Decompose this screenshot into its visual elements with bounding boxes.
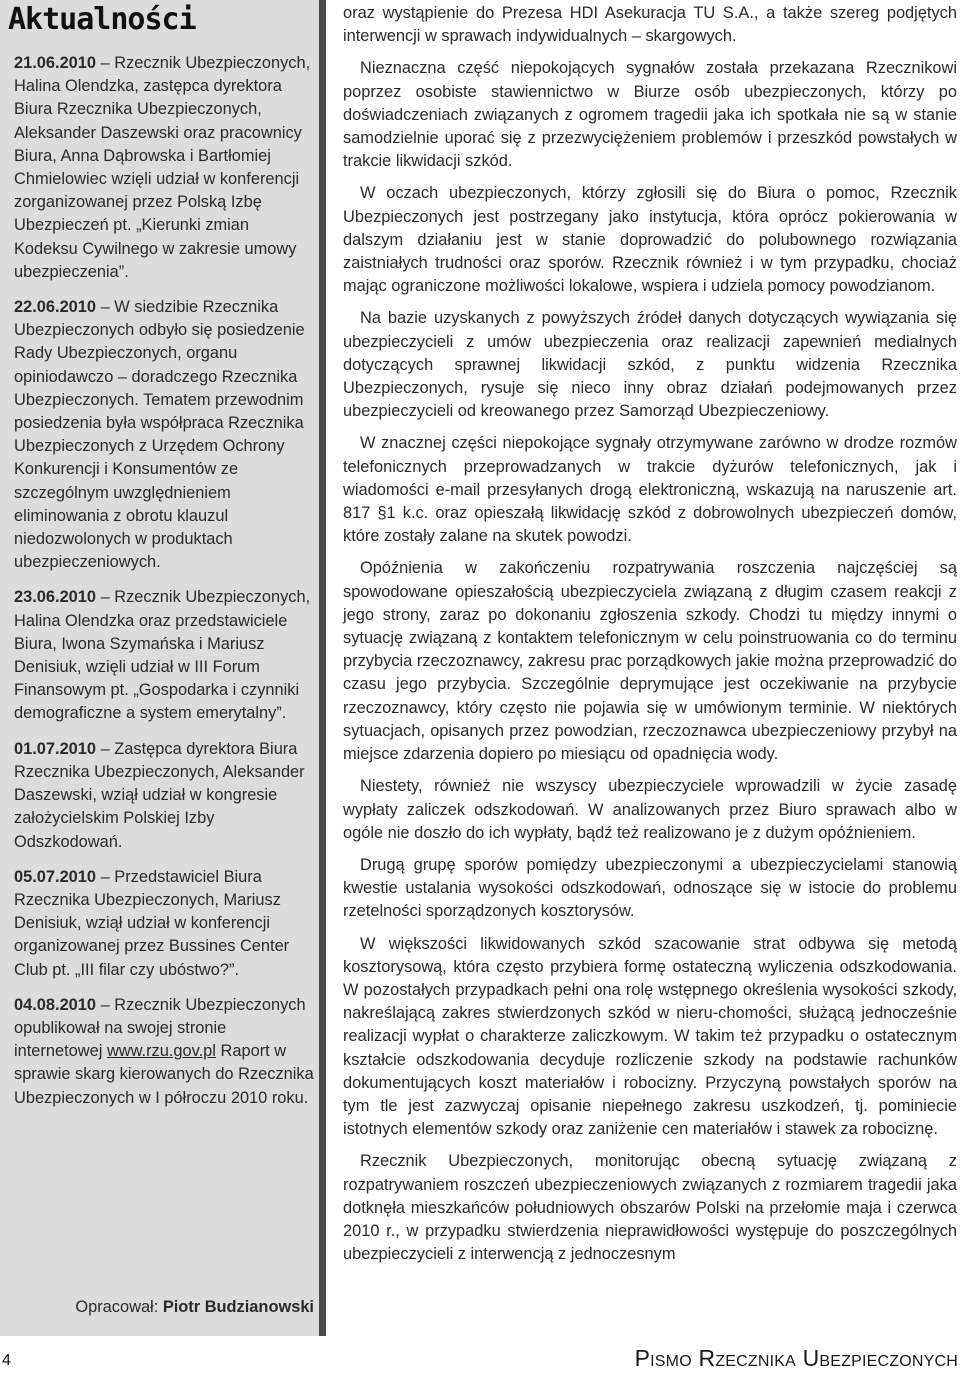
- news-text: – Rzecznik Ubezpieczonych, Halina Olendzka oraz przedstawiciele Biura, Iwona Szymańska i Mariusz Denisiuk, wzięli udział w III Forum Finansowym pt. „Gospodarka i czynniki demograficzne a system emerytalny”.: [14, 588, 311, 723]
- news-text: – Zastępca dyrektora Biura Rzecznika Ubezpieczonych, Aleksander Daszewski, wziął udział w kongresie założycielskim Polskiej Izby Odszkodowań.: [14, 739, 305, 851]
- news-date: 23.06.2010: [14, 588, 97, 607]
- article-body: [343, 2, 957, 1275]
- news-item: [14, 994, 314, 1110]
- news-date: 04.08.2010: [14, 995, 97, 1014]
- article-paragraph: Drugą grupę sporów pomiędzy ubezpieczonymi a ubezpieczycielami stanowią kwestie ustalania wysokości odszkodowań, odnoszące się w istocie do problemu rzetelności sporządzonych kosztorysów.: [343, 855, 957, 921]
- article-paragraph: W znacznej części niepokojące sygnały otrzymywane zarówno w drodze rozmów telefonicznych przeprowadzanych w trakcie dyżurów telefonicznych, jak i wiadomości e-mail przesyłanych drogą elektroniczną, wskazują na naruszenie art. 817 §1 k.c. oraz opieszałą likwidację szkód z dobrowolnych ubezpieczeń domów, które zostały zalane na skutek powodzi.: [343, 434, 957, 546]
- news-text: Raport w sprawie skarg kierowanych do Rzecznika Ubezpieczonych w I półroczu 2010 roku.: [14, 1042, 314, 1107]
- news-item: [14, 866, 314, 982]
- article-paragraph: Niestety, również nie wszyscy ubezpieczyciele wprowadzili w życie zasadę wypłaty zaliczek odszkodowań. W analizowanych przez Biuro sprawach albo w ogóle nie doszło do ich wypłaty, bądź też realizowano je z dużym opóźnieniem.: [343, 777, 957, 842]
- article-paragraph: W większości likwidowanych szkód szacowanie strat odbywa się metodą kosztorysową, która często przybiera formę ostateczną wyliczenia odszkodowania. W pozostałych przypadkach pełni ona rolę wstępnego określenia wysokości szkody, nakreślającą zakres stwierdzonych szkód w nieru-chomości, służącą jednocześnie realizacji wypłat o charakterze zaliczkowym. W takim też przypadku o ostatecznym kształcie odszkodowania decyduje rozliczenie szkody na podstawie rachunków dokumentujących koszt materiałów i robocizny. Przyczyną powstałych sporów na tym tle jest zazwyczaj opisanie niepełnego zakresu uszkodzeń, tj. pominiecie istotnych elementów szkody oraz zaniżenie cen materiałów i stawek za robociznę.: [343, 934, 957, 1139]
- news-item: [14, 738, 314, 854]
- news-date: 22.06.2010: [14, 298, 97, 317]
- article-paragraph: Nieznaczna część niepokojących sygnałów została przekazana Rzecznikowi poprzez osobiste stawiennictwo w Biurze osób ubezpieczonych, którzy po doświadczeniach związanych z ogromem tragedii jaka ich spotkała nie są w stanie samodzielnie uporać się z przezwyciężeniem problemów i przeszkód powstałych w trakcie likwidacji szkód.: [343, 59, 957, 171]
- news-date: 01.07.2010: [14, 739, 97, 758]
- author-label: Opracował:: [75, 1298, 163, 1316]
- news-date: 05.07.2010: [14, 867, 97, 886]
- news-date: 21.06.2010: [14, 54, 97, 72]
- article-paragraph: W oczach ubezpieczonych, którzy zgłosili się do Biura o pomoc, Rzecznik Ubezpieczonych jest postrzegany jako instytucja, która oprócz pokierowania w dalszym działaniu jest w stanie doprowadzić do polubownego rozwiązania zaistniałych trudności oraz sporów. Rzecznik również i w tym przypadku, chociaż mając ograniczone możliwości lokalowe, wspiera i udziela pomocy powodzianom.: [343, 184, 957, 296]
- author-credit: [14, 1298, 314, 1317]
- website-link[interactable]: www.rzu.gov.pl: [106, 1042, 216, 1061]
- news-text: – W siedzibie Rzecznika Ubezpieczonych odbyło się posiedzenie Rady Ubezpieczonych, organu opiniodawczo – doradczego Rzecznika Ubezpieczonych. Tematem przewodnim posiedzenia była współpraca Rzecznika Ubezpieczonych z Urzędem Ochrony Konkurencji i Konsumentów ze szczególnym uwzględnieniem eliminowania z obrotu klauzul niedozwolonych w produktach ubezpieczeniowych.: [14, 298, 305, 572]
- article-paragraph: oraz wystąpienie do Prezesa HDI Asekuracja TU S.A., a także szereg podjętych interwencji w sprawach indywidualnych – skargowych.: [343, 4, 957, 46]
- sidebar-divider: [319, 0, 326, 1336]
- news-text: – Przedstawiciel Biura Rzecznika Ubezpieczonych, Mariusz Denisiuk, wziął udział w konferencji organizowanej przez Bussines Center Club pt. „III filar czy ubóstwo?”.: [14, 867, 290, 979]
- author-name: Piotr Budzianowski: [162, 1298, 314, 1316]
- publication-title: Pismo Rzecznika Ubezpieczonych: [634, 1345, 958, 1371]
- news-item: [14, 296, 314, 574]
- article-paragraph: Na bazie uzyskanych z powyższych źródeł danych dotyczących wywiązania się ubezpieczycieli z umów ubezpieczenia oraz realizacji zapewnień medialnych dotyczących sprawnej likwidacji szkód, z punktu widzenia Rzecznika Ubezpieczonych, rysuje się nieco inny obraz działań podejmowanych przez ubezpieczycieli od kreowanego przez Samorząd Ubezpieczeniowy.: [343, 309, 957, 421]
- news-text: – Rzecznik Ubezpieczonych opublikował na swojej stronie internetowej: [14, 995, 306, 1061]
- news-list: [14, 52, 314, 1122]
- news-item: [14, 52, 314, 284]
- sidebar-title: Aktualności: [8, 2, 196, 37]
- news-item: [14, 586, 314, 725]
- article-paragraph: Opóźnienia w zakończeniu rozpatrywania roszczenia najczęściej są spowodowane opieszałością ubezpieczyciela związaną z długim czasem reakcji z jego strony, zaraz po dokonaniu zgłoszenia szkody. Chodzi tu między innymi o sytuację związaną z kontaktem telefonicznym w celu poinstruowania co do terminu przybycia rzeczoznawcy, zakresu prac porządkowych jakie można przeprowadzić do czasu jego przybycia. Szczególnie deprymujące jest oczekiwanie na przybycie rzeczoznawcy, który często nie pojawia się w umówionym terminie. W niektórych sytuacjach, opisanych przez powodzian, rzeczoznawca ubezpieczeniowy przybył na miejsce zdarzenia dopiero po miesiącu od opadnięcia wody.: [343, 559, 957, 764]
- article-paragraph: Rzecznik Ubezpieczonych, monitorując obecną sytuację związaną z rozpatrywaniem roszczeń ubezpieczeniowych związanych z rozmiarem tragedii jaka dotknęła mieszkańców południowych obszarów Polski na przełomie maja i czerwca 2010 r., w przypadku stwierdzenia nieprawidłowości występuje do poszczególnych ubezpieczycieli z interwencją z jednoczesnym: [343, 1152, 957, 1264]
- page-number: 4: [2, 1352, 11, 1369]
- news-text: – Rzecznik Ubezpieczonych, Halina Olendzka, zastępca dyrektora Biura Rzecznika Ubezpieczonych, Aleksander Daszewski oraz pracownicy Biura, Anna Dąbrowska i Bartłomiej Chmielowiec wzięli udział w konferencji zorganizowanej przez Polską Izbę Ubezpieczeń pt. „Kierunki zmian Kodeksu Cywilnego w zakresie umowy ubezpieczenia”.: [14, 54, 311, 281]
